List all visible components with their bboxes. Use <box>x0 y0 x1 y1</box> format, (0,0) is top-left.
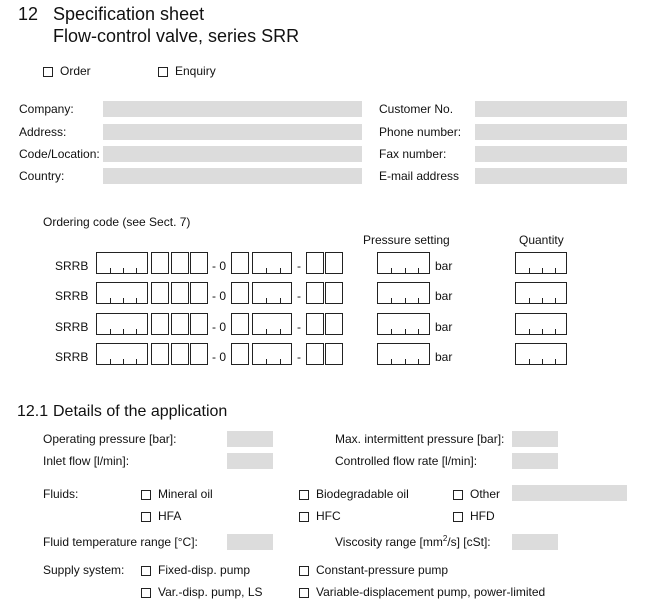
code-box[interactable] <box>231 252 249 274</box>
dash-label: - <box>297 320 301 334</box>
email-field[interactable] <box>475 168 627 184</box>
quantity-input[interactable] <box>515 343 567 365</box>
code-box[interactable] <box>171 252 189 274</box>
dash-zero-label: - 0 <box>212 350 227 364</box>
code-box[interactable] <box>325 313 343 335</box>
operating-pressure-field[interactable] <box>227 431 273 447</box>
constant-pressure-pump-checkbox[interactable] <box>299 566 309 576</box>
fax-field[interactable] <box>475 146 627 162</box>
constant-pressure-pump-label: Constant-pressure pump <box>316 563 449 577</box>
customer-no-field[interactable] <box>475 101 627 117</box>
hfc-label: HFC <box>316 509 341 523</box>
dash-label: - <box>297 350 301 364</box>
customer-no-label: Customer No. <box>379 102 454 116</box>
dash-zero-label: - 0 <box>212 289 227 303</box>
country-label: Country: <box>19 169 65 183</box>
code-segment-1[interactable] <box>96 252 148 274</box>
fax-label: Fax number: <box>379 147 447 161</box>
dash-label: - <box>297 289 301 303</box>
fixed-disp-pump-label: Fixed-disp. pump <box>158 563 251 577</box>
code-box[interactable] <box>231 343 249 365</box>
hfa-checkbox[interactable] <box>141 512 151 522</box>
fluid-temp-field[interactable] <box>227 534 273 550</box>
code-box[interactable] <box>306 252 324 274</box>
bar-unit-label: bar <box>435 259 453 273</box>
row-prefix-label: SRRB <box>55 289 89 303</box>
dash-zero-label: - 0 <box>212 259 227 273</box>
order-label: Order <box>60 64 91 78</box>
quantity-input[interactable] <box>515 313 567 335</box>
dash-label: - <box>297 259 301 273</box>
code-box[interactable] <box>231 313 249 335</box>
controlled-flow-label: Controlled flow rate [l/min]: <box>335 454 478 468</box>
max-intermittent-field[interactable] <box>512 431 558 447</box>
var-disp-pump-ls-checkbox[interactable] <box>141 588 151 598</box>
code-box[interactable] <box>151 252 169 274</box>
inlet-flow-field[interactable] <box>227 453 273 469</box>
code-box[interactable] <box>151 282 169 304</box>
code-box[interactable] <box>171 282 189 304</box>
code-box[interactable] <box>231 282 249 304</box>
quantity-header: Quantity <box>519 233 564 247</box>
code-box[interactable] <box>306 282 324 304</box>
biodegradable-oil-checkbox[interactable] <box>299 490 309 500</box>
row-prefix-label: SRRB <box>55 350 89 364</box>
pressure-setting-input[interactable] <box>377 313 430 335</box>
page-title: Specification sheet <box>53 4 205 24</box>
code-box[interactable] <box>306 313 324 335</box>
code-box[interactable] <box>325 343 343 365</box>
inlet-flow-label: Inlet flow [l/min]: <box>43 454 130 468</box>
enquiry-label: Enquiry <box>175 64 216 78</box>
var-disp-pump-ls-label: Var.-disp. pump, LS <box>158 585 263 599</box>
code-box[interactable] <box>325 252 343 274</box>
fluids-label: Fluids: <box>43 487 79 501</box>
email-label: E-mail address <box>379 169 460 183</box>
viscosity-label: Viscosity range $[mm^2/s]$ [cSt]: <box>335 534 491 549</box>
max-intermittent-label: Max. intermittent pressure [bar]: <box>335 432 505 446</box>
code-box[interactable] <box>190 343 208 365</box>
supply-system-label: Supply system: <box>43 563 125 577</box>
code-segment-1[interactable] <box>96 343 148 365</box>
variable-power-limited-label: Variable-displacement pump, power-limited <box>316 585 546 599</box>
quantity-input[interactable] <box>515 252 567 274</box>
fixed-disp-pump-checkbox[interactable] <box>141 566 151 576</box>
code-box[interactable] <box>325 282 343 304</box>
other-label: Other <box>470 487 501 501</box>
code-segment-2[interactable] <box>252 313 292 335</box>
application-section-title: Details of the application <box>53 403 228 420</box>
code-box[interactable] <box>171 343 189 365</box>
operating-pressure-label: Operating pressure [bar]: <box>43 432 177 446</box>
hfd-checkbox[interactable] <box>453 512 463 522</box>
pressure-setting-input[interactable] <box>377 252 430 274</box>
bar-unit-label: bar <box>435 320 453 334</box>
pressure-setting-input[interactable] <box>377 282 430 304</box>
address-label: Address: <box>19 125 67 139</box>
mineral-oil-checkbox[interactable] <box>141 490 151 500</box>
code-segment-2[interactable] <box>252 343 292 365</box>
bar-unit-label: bar <box>435 350 453 364</box>
code-segment-2[interactable] <box>252 252 292 274</box>
hfc-checkbox[interactable] <box>299 512 309 522</box>
other-fluid-field[interactable] <box>512 485 627 501</box>
phone-field[interactable] <box>475 124 627 140</box>
page-subtitle: Flow-control valve, series SRR <box>53 26 300 46</box>
company-label: Company: <box>19 102 74 116</box>
enquiry-checkbox[interactable] <box>158 67 168 77</box>
hfa-label: HFA <box>158 509 182 523</box>
code-location-field[interactable] <box>103 146 362 162</box>
variable-power-limited-checkbox[interactable] <box>299 588 309 598</box>
application-section-number: 12.1 <box>17 403 49 420</box>
code-box[interactable] <box>190 282 208 304</box>
code-box[interactable] <box>151 313 169 335</box>
code-box[interactable] <box>151 343 169 365</box>
ordering-code-label: Ordering code (see Sect. 7) <box>43 215 191 229</box>
code-box[interactable] <box>171 313 189 335</box>
controlled-flow-field[interactable] <box>512 453 558 469</box>
pressure-setting-header: Pressure setting <box>363 233 450 247</box>
biodegradable-oil-label: Biodegradable oil <box>316 487 409 501</box>
bar-unit-label: bar <box>435 289 453 303</box>
country-field[interactable] <box>103 168 362 184</box>
row-prefix-label: SRRB <box>55 259 89 273</box>
code-location-label: Code/Location: <box>19 147 100 161</box>
order-checkbox[interactable] <box>43 67 53 77</box>
viscosity-field[interactable] <box>512 534 558 550</box>
section-number: 12 <box>18 4 39 24</box>
quantity-input[interactable] <box>515 282 567 304</box>
address-field[interactable] <box>103 124 362 140</box>
code-segment-1[interactable] <box>96 282 148 304</box>
other-checkbox[interactable] <box>453 490 463 500</box>
row-prefix-label: SRRB <box>55 320 89 334</box>
code-box[interactable] <box>190 313 208 335</box>
company-field[interactable] <box>103 101 362 117</box>
dash-zero-label: - 0 <box>212 320 227 334</box>
mineral-oil-label: Mineral oil <box>158 487 213 501</box>
code-box[interactable] <box>306 343 324 365</box>
code-segment-2[interactable] <box>252 282 292 304</box>
hfd-label: HFD <box>470 509 495 523</box>
pressure-setting-input[interactable] <box>377 343 430 365</box>
code-segment-1[interactable] <box>96 313 148 335</box>
code-box[interactable] <box>190 252 208 274</box>
phone-label: Phone number: <box>379 125 462 139</box>
fluid-temp-label: Fluid temperature range [°C]: <box>43 535 198 549</box>
